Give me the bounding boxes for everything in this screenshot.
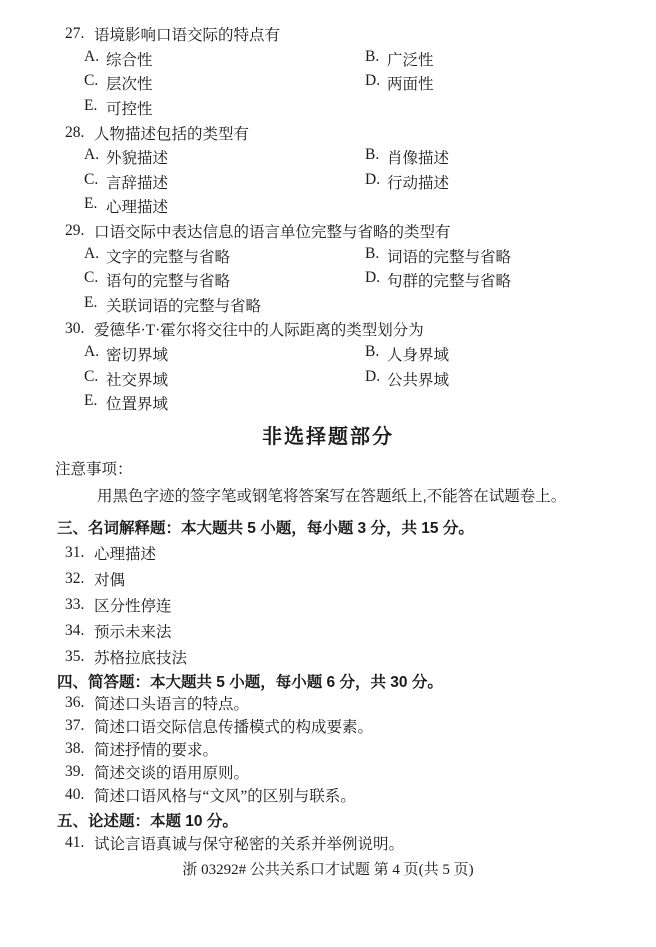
question-text: 试论言语真诚与保守秘密的关系并举例说明。 [94, 835, 405, 853]
question-text: 区分性停连 [94, 597, 172, 615]
question-35 [0, 644, 656, 670]
multiple-choice-section [0, 0, 656, 416]
question-number: 37. [65, 717, 85, 734]
question-number: 31. [65, 543, 85, 561]
question-text: 简述抒情的要求。 [94, 742, 219, 759]
option-text: 广泛性 [387, 51, 434, 69]
option-text: 关联词语的完整与省略 [106, 297, 262, 315]
notes-body: 用黑色字迹的签字笔或钢笔将答案写在答题纸上,不能答在试题卷上。 [97, 487, 567, 505]
section-essay [0, 809, 656, 855]
option-label: D. [365, 367, 381, 385]
option-e [84, 97, 365, 119]
option-label: B. [365, 343, 380, 361]
question-number: 27. [65, 25, 85, 43]
question-number: 40. [65, 786, 85, 803]
option-d [365, 368, 449, 390]
option-a [84, 48, 365, 70]
option-text: 人身界域 [387, 347, 450, 365]
question-40 [0, 784, 656, 807]
question-text: 苏格拉底技法 [94, 649, 188, 667]
option-row [0, 170, 656, 195]
question-27-stem [0, 22, 656, 47]
option-d [365, 72, 434, 94]
part-title: 非选择题部分 [262, 425, 394, 448]
option-text: 行动描述 [387, 174, 450, 192]
option-b [365, 146, 449, 168]
option-label: D. [365, 170, 381, 188]
option-c [84, 269, 365, 291]
question-number: 36. [65, 694, 85, 711]
question-number: 30. [65, 320, 85, 338]
option-label: C. [84, 367, 99, 385]
question-36 [0, 692, 656, 715]
question-text: 口语交际中表达信息的语言单位完整与省略的类型有 [94, 224, 451, 242]
option-row [0, 293, 656, 318]
option-row [0, 47, 656, 72]
option-e [84, 294, 365, 316]
question-37 [0, 715, 656, 738]
option-e [84, 195, 365, 217]
option-row [0, 366, 656, 391]
option-row [0, 391, 656, 416]
option-row [0, 194, 656, 219]
option-row [0, 243, 656, 268]
question-33 [0, 592, 656, 618]
option-a [84, 146, 365, 168]
question-text: 人物描述包括的类型有 [94, 125, 250, 143]
option-text: 两面性 [387, 76, 434, 94]
question-number: 33. [65, 595, 85, 613]
question-text: 简述口语交际信息传播模式的构成要素。 [94, 719, 374, 736]
section-heading: 五、论述题：本题 10 分。 [57, 812, 238, 830]
notes-title: 注意事项： [55, 460, 133, 478]
option-text: 言辞描述 [106, 174, 169, 192]
option-text: 肖像描述 [387, 150, 450, 168]
section-heading: 四、简答题：本大题共 5 小题，每小题 6 分，共 30 分。 [57, 673, 443, 691]
question-text: 语境影响口语交际的特点有 [94, 27, 281, 45]
question-number: 35. [65, 647, 85, 665]
question-32 [0, 566, 656, 592]
question-number: 29. [65, 222, 85, 240]
option-b [365, 245, 511, 267]
question-31 [0, 540, 656, 566]
option-row [0, 71, 656, 96]
question-39 [0, 761, 656, 784]
question-34 [0, 618, 656, 644]
option-b [365, 48, 434, 70]
option-label: B. [365, 244, 380, 262]
option-b [365, 343, 449, 365]
option-text: 语句的完整与省略 [106, 273, 231, 291]
question-text: 对偶 [94, 571, 126, 589]
option-a [84, 343, 365, 365]
option-label: D. [365, 269, 381, 287]
option-d [365, 171, 449, 193]
option-label: E. [84, 293, 98, 311]
question-number: 41. [65, 833, 85, 851]
option-label: E. [84, 97, 98, 115]
option-label: A. [84, 244, 100, 262]
option-d [365, 269, 511, 291]
option-c [84, 171, 365, 193]
option-label: C. [84, 170, 99, 188]
option-e [84, 392, 365, 414]
question-number: 34. [65, 621, 85, 639]
question-38 [0, 738, 656, 761]
question-text: 简述口语风格与“文风”的区别与联系。 [94, 788, 356, 805]
option-text: 心理描述 [106, 199, 169, 217]
question-text: 简述交谈的语用原则。 [94, 765, 250, 782]
question-41 [0, 831, 656, 855]
option-label: A. [84, 47, 100, 65]
question-number: 28. [65, 123, 85, 141]
option-text: 层次性 [106, 76, 153, 94]
option-row [0, 145, 656, 170]
option-label: A. [84, 146, 100, 164]
option-row [0, 342, 656, 367]
option-text: 综合性 [106, 51, 153, 69]
option-c [84, 368, 365, 390]
option-label: C. [84, 269, 99, 287]
option-text: 文字的完整与省略 [106, 248, 231, 266]
option-text: 公共界域 [387, 371, 450, 389]
question-28-stem [0, 120, 656, 145]
question-text: 爱德华·T·霍尔将交往中的人际距离的类型划分为 [94, 322, 424, 340]
question-text: 心理描述 [94, 545, 157, 563]
section-term-explanation [0, 514, 656, 670]
question-number: 39. [65, 763, 85, 780]
option-label: C. [84, 72, 99, 90]
section-short-answer [0, 670, 656, 807]
question-number: 38. [65, 740, 85, 757]
option-row [0, 268, 656, 293]
option-text: 位置界域 [106, 396, 169, 414]
question-text: 简述口头语言的特点。 [94, 696, 250, 713]
section-heading: 三、名词解释题：本大题共 5 小题，每小题 3 分，共 15 分。 [57, 519, 474, 537]
option-text: 密切界域 [106, 347, 169, 365]
page-footer: 浙 03292# 公共关系口才试题 第 4 页(共 5 页) [182, 861, 474, 878]
option-text: 词语的完整与省略 [387, 248, 512, 266]
option-label: E. [84, 392, 98, 410]
option-text: 可控性 [106, 101, 153, 119]
option-label: B. [365, 146, 380, 164]
notes-block [0, 457, 656, 510]
option-text: 外貌描述 [106, 150, 169, 168]
option-c [84, 72, 365, 94]
option-label: D. [365, 72, 381, 90]
option-text: 社交界域 [106, 371, 169, 389]
option-label: A. [84, 343, 100, 361]
option-label: E. [84, 195, 98, 213]
question-30-stem [0, 317, 656, 342]
option-text: 句群的完整与省略 [387, 273, 512, 291]
option-label: B. [365, 47, 380, 65]
option-row [0, 96, 656, 121]
question-29-stem [0, 219, 656, 244]
question-text: 预示未来法 [94, 623, 172, 641]
option-a [84, 245, 365, 267]
question-number: 32. [65, 569, 85, 587]
